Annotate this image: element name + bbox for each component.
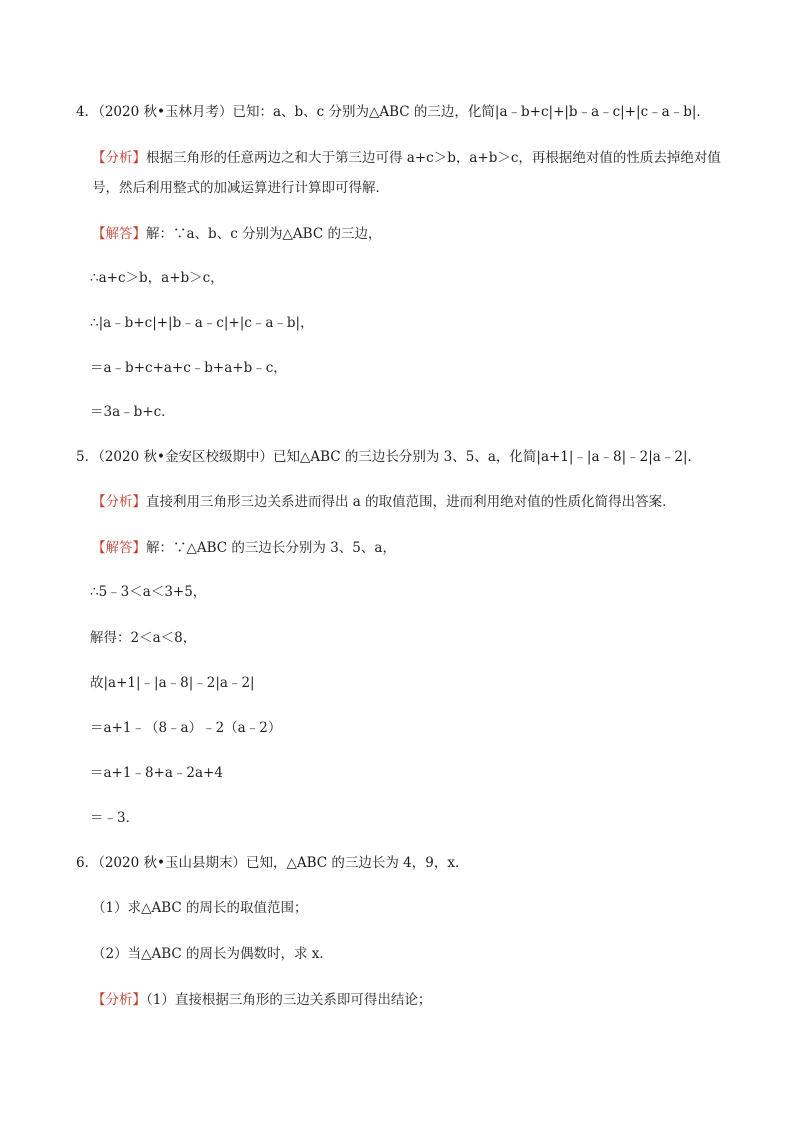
analysis-text: （1）直接根据三角形的三边关系即可得出结论； bbox=[146, 992, 432, 1008]
solution-tag: 【解答】 bbox=[92, 540, 146, 556]
question-5-step-6: ＝﹣3． bbox=[90, 810, 140, 826]
question-4-step-3: ＝a﹣b+c+a+c﹣b+a+b﹣c， bbox=[90, 360, 287, 376]
analysis-tag: 【分析】 bbox=[92, 494, 146, 510]
question-5-step-4: ＝a+1﹣（8﹣a）﹣2（a﹣2） bbox=[90, 720, 282, 736]
question-5-analysis bbox=[92, 492, 676, 512]
question-4-step-4: ＝3a﹣b+c． bbox=[90, 404, 175, 420]
solution-text: 解：∵△ABC 的三边长分别为 3、5、a， bbox=[146, 540, 396, 556]
question-4-step-1: ∴a+c＞b，a+b＞c， bbox=[90, 270, 224, 286]
question-4-analysis-line-2: 号，然后利用整式的加减运算进行计算即可得解． bbox=[92, 180, 389, 196]
analysis-text: 直接利用三角形三边关系进而得出 a 的取值范围，进而利用绝对值的性质化简得出答案． bbox=[146, 494, 676, 510]
question-5-step-5: ＝a+1﹣8+a﹣2a+4 bbox=[90, 765, 223, 781]
question-5-solution-intro bbox=[92, 538, 396, 558]
question-6-header: 6．（2020 秋•玉山县期末）已知，△ABC 的三边长为 4，9，x． bbox=[76, 855, 469, 871]
question-6-analysis bbox=[92, 990, 431, 1010]
question-4-analysis-line-1 bbox=[92, 148, 721, 168]
solution-tag: 【解答】 bbox=[92, 226, 146, 242]
solution-text: 解：∵a、b、c 分别为△ABC 的三边， bbox=[146, 226, 382, 242]
question-4-header: 4．（2020 秋•玉林月考）已知：a、b、c 分别为△ABC 的三边，化简|a﹣b+c|+|b﹣a﹣c|+|c﹣a﹣b|． bbox=[76, 104, 710, 120]
question-4-step-2: ∴|a﹣b+c|+|b﹣a﹣c|+|c﹣a﹣b|， bbox=[90, 315, 314, 331]
analysis-tag: 【分析】 bbox=[92, 150, 146, 166]
question-5-step-2: 解得：2＜a＜8， bbox=[90, 630, 197, 646]
question-4-solution-intro bbox=[92, 224, 381, 244]
analysis-tag: 【分析】 bbox=[92, 992, 146, 1008]
analysis-text: 根据三角形的任意两边之和大于第三边可得 a+c＞b，a+b＞c，再根据绝对值的性质去掉绝对值 bbox=[146, 150, 721, 166]
question-5-step-3: 故|a+1|﹣|a﹣8|﹣2|a﹣2| bbox=[90, 675, 255, 691]
question-5-header: 5．（2020 秋•金安区校级期中）已知△ABC 的三边长分别为 3、5、a，化简|a+1|﹣|a﹣8|﹣2|a﹣2|． bbox=[76, 449, 701, 465]
question-6-part-1: （1）求△ABC 的周长的取值范围； bbox=[92, 900, 308, 916]
question-5-step-1: ∴5﹣3＜a＜3+5， bbox=[90, 584, 207, 600]
question-6-part-2: （2）当△ABC 的周长为偶数时，求 x． bbox=[92, 946, 333, 962]
